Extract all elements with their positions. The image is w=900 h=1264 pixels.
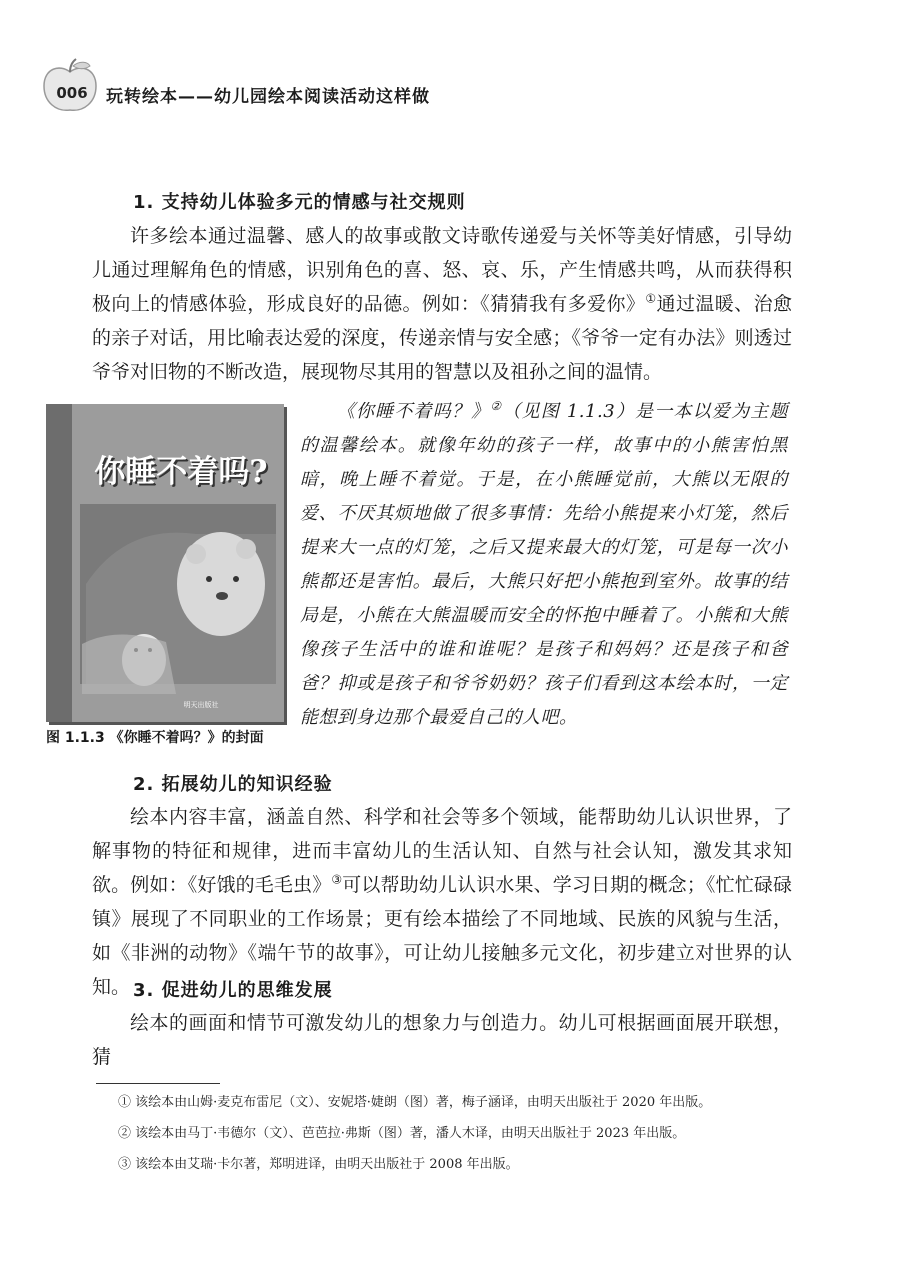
paragraph-text: （见图 1.1.3）是一本以爱为主题的温馨绘本。就像年幼的孩子一样，故事中的小熊害怕黑暗，晚上睡不着觉。于是，在小熊睡觉前，大熊以无限的爱、不厌其烦地做了很多事情：先给小熊提来小灯笼，然后提来大一点的灯笼，之后又提来最大的灯笼，可是每一次小熊都还是害怕。最后，大熊只好把小熊抱到室外。故事的结局是，小熊在大熊温暖而安全的怀抱中睡着了。小熊和大熊像孩子生活中的谁和谁呢？是孩子和妈妈？还是孩子和爸爸？抑或是孩子和爷爷奶奶？孩子们看到这本绘本时，一定能想到身边那个最爱自己的人吧。 <box>300 401 788 728</box>
footnote-marker: ① <box>645 291 657 306</box>
section2-heading: 2. 拓展幼儿的知识经验 <box>133 774 333 795</box>
section1-paragraph1 <box>92 219 792 389</box>
footnote-3: ③ 该绘本由艾瑞·卡尔著，郑明进译，由明天出版社于 2008 年出版。 <box>118 1157 519 1172</box>
page-number: 006 <box>56 84 88 102</box>
page-header <box>40 58 860 118</box>
section2-paragraph1 <box>92 800 792 1004</box>
footnote-divider <box>96 1083 220 1084</box>
paragraph-text: 绘本内容丰富，涵盖自然、科学和社会等多个领域，能帮助幼儿认识世界，了解事物的特征和规律，进而丰富幼儿的生活认知、自然与社会认知，激发其求知欲。例如：《好饿的毛毛虫》 <box>92 806 792 896</box>
running-title: 玩转绘本——幼儿园绘本阅读活动这样做 <box>106 87 430 107</box>
footnote-2: ② 该绘本由马丁·韦德尔（文）、芭芭拉·弗斯（图）著，潘人木译，由明天出版社于 2023 年出版。 <box>118 1126 686 1141</box>
paragraph-text: 许多绘本通过温馨、感人的故事或散文诗歌传递爱与关怀等美好情感，引导幼儿通过理解角色的情感，识别角色的喜、怒、哀、乐，产生情感共鸣，从而获得积极向上的情感体验，形成良好的品德。例如：《猜猜我有多爱你》 <box>92 225 792 315</box>
cover-publisher: 明天出版社 <box>183 701 219 709</box>
footnote-marker: ② <box>490 399 503 413</box>
book-cover-image <box>46 404 284 722</box>
cover-title: 你睡不着吗? <box>94 454 268 490</box>
paragraph-text-rest: 通过温暖、治愈的亲子对话，用比喻表达爱的深度，传递亲情与安全感；《爷爷一定有办法》则透过爷爷对旧物的不断改造，展现物尽其用的智慧以及祖孙之间的温情。 <box>92 293 792 383</box>
section3-paragraph1: 绘本的画面和情节可激发幼儿的想象力与创造力。幼儿可根据画面展开联想，猜 <box>92 1012 792 1068</box>
footnote-marker: ③ <box>331 872 343 887</box>
section1-heading: 1. 支持幼儿体验多元的情感与社交规则 <box>133 192 466 213</box>
book-title: 《你睡不着吗？》 <box>336 401 491 422</box>
footnote-1: ① 该绘本由山姆·麦克布雷尼（文）、安妮塔·婕朗（图）著，梅子涵译，由明天出版社于 2020 年出版。 <box>118 1095 712 1110</box>
paragraph-text-rest: 可以帮助幼儿认识水果、学习日期的概念；《忙忙碌碌镇》展现了不同职业的工作场景；更有绘本描绘了不同地域、民族的风貌与生活，如《非洲的动物》《端午节的故事》，可让幼儿接触多元文化，初步建立对世界的认知。 <box>92 874 792 998</box>
section3-heading: 3. 促进幼儿的思维发展 <box>133 980 333 1001</box>
section1-paragraph2 <box>300 395 788 735</box>
figure-caption: 图 1.1.3 《你睡不着吗？》的封面 <box>46 730 264 746</box>
